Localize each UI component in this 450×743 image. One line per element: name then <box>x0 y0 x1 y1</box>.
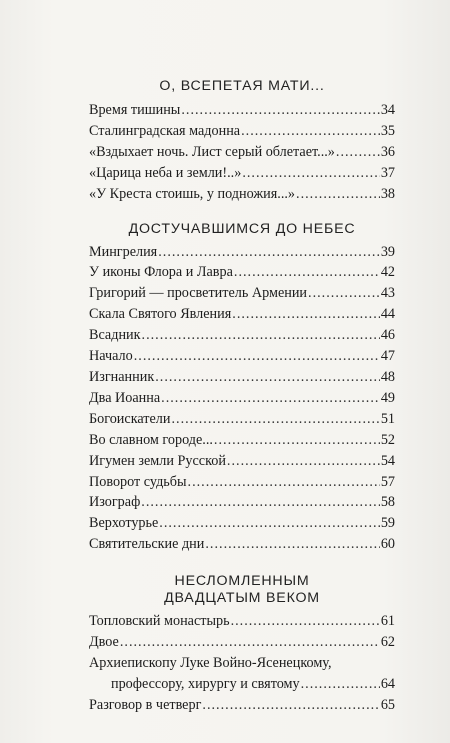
page-number: 54 <box>380 452 395 469</box>
leader-dots <box>241 121 380 142</box>
entry-title: Всадник <box>89 327 141 344</box>
toc-entry <box>89 611 395 632</box>
toc-entry <box>89 346 395 367</box>
page-number: 49 <box>380 389 395 406</box>
page-number: 44 <box>380 306 395 323</box>
leader-dots <box>141 492 380 513</box>
entry-title: У иконы Флора и Лавра <box>89 264 233 281</box>
leader-dots <box>161 388 380 409</box>
toc-entry <box>89 184 395 205</box>
toc-entry <box>89 142 395 163</box>
toc-entry <box>89 283 395 304</box>
leader-dots <box>301 674 380 695</box>
entry-title: Игумен земли Русской <box>89 452 226 469</box>
leader-dots <box>308 283 380 304</box>
entry-title: Мингрелия <box>89 243 158 260</box>
toc-entry <box>89 262 395 283</box>
leader-dots <box>242 163 379 184</box>
toc-entry <box>89 163 395 184</box>
entry-title: Архиепископу Луке Войно-Ясенецкому, <box>89 654 332 671</box>
leader-dots <box>232 304 380 325</box>
toc-list <box>89 242 395 556</box>
toc-entry <box>89 534 395 555</box>
entry-title: Скала Святого Явления <box>89 306 232 323</box>
leader-dots <box>142 325 380 346</box>
leader-dots <box>171 409 379 430</box>
leader-dots <box>134 346 380 367</box>
entry-title: Начало <box>89 348 133 365</box>
entry-title: Сталинградская мадонна <box>89 122 241 139</box>
entry-title: Двое <box>89 634 119 651</box>
toc-entry <box>89 367 395 388</box>
page-number: 52 <box>380 431 395 448</box>
page-number: 42 <box>380 264 395 281</box>
leader-dots <box>214 430 380 451</box>
page-number: 46 <box>380 327 395 344</box>
page-number: 34 <box>380 102 395 118</box>
page-number: 65 <box>380 696 395 713</box>
page-number: 59 <box>380 515 395 532</box>
leader-dots <box>205 534 379 555</box>
entry-title: Святительские дни <box>89 536 205 553</box>
toc-entry <box>89 451 395 472</box>
page-number: 57 <box>380 473 395 490</box>
leader-dots <box>234 262 380 283</box>
page-number: 36 <box>380 143 395 160</box>
entry-title: Во славном городе... <box>89 431 213 448</box>
leader-dots <box>336 142 380 163</box>
leader-dots <box>227 451 380 472</box>
table-of-contents <box>89 62 395 716</box>
entry-title: Два Иоанна <box>89 389 161 406</box>
entry-title: «Царица неба и земли!..» <box>89 164 242 181</box>
entry-title: Время тишины <box>89 102 181 118</box>
section-heading: О, ВСЕПЕТАЯ МАТИ... <box>159 78 325 94</box>
section-heading <box>89 573 395 607</box>
leader-dots <box>231 611 380 632</box>
toc-entry <box>89 304 395 325</box>
entry-title: Верхотурье <box>89 515 159 532</box>
toc-entry <box>89 632 395 653</box>
entry-title: Изограф <box>89 494 141 511</box>
leader-dots <box>120 632 380 653</box>
toc-entry <box>89 513 395 534</box>
page-number: 38 <box>380 185 395 202</box>
page-number: 48 <box>380 368 395 385</box>
page-number: 37 <box>380 164 395 181</box>
page-number: 62 <box>380 634 395 651</box>
toc-list <box>89 100 395 205</box>
toc-entry <box>89 242 395 263</box>
entry-title: «У Креста стоишь, у подножия...» <box>89 185 296 202</box>
leader-dots <box>202 695 379 716</box>
toc-entry <box>89 430 395 451</box>
section-heading: ДОСТУЧАВШИМСЯ ДО НЕБЕС <box>128 220 356 237</box>
entry-title: Григорий — просветитель Армении <box>89 285 308 302</box>
entry-title: Поворот судьбы <box>89 473 187 490</box>
toc-entry <box>89 325 395 346</box>
leader-dots <box>188 472 380 493</box>
toc-entry <box>89 409 395 430</box>
toc-entry <box>89 121 395 142</box>
entry-title-continuation <box>89 674 395 695</box>
section-heading-line: НЕСЛОМЛЕННЫМ <box>174 573 310 590</box>
entry-title-line: профессору, хирургу и святому <box>111 675 300 692</box>
page-number: 51 <box>380 410 395 427</box>
toc-entry <box>89 695 395 716</box>
leader-dots <box>159 513 380 534</box>
leader-dots <box>158 242 380 263</box>
page-number: 43 <box>380 285 395 302</box>
entry-title: Разговор в четверг <box>89 696 202 713</box>
page-number: 47 <box>380 348 395 365</box>
entry-title: «Вздыхает ночь. Лист серый облетает...» <box>89 143 335 160</box>
toc-entry <box>89 388 395 409</box>
leader-dots <box>155 367 380 388</box>
leader-dots <box>181 100 379 121</box>
entry-title: Топловский монастырь <box>89 613 230 630</box>
page-number: 61 <box>380 613 395 630</box>
entry-title: Изгнанник <box>89 368 155 385</box>
toc-list <box>89 611 395 716</box>
page-number: 39 <box>380 243 395 260</box>
toc-entry <box>89 653 395 695</box>
page-number: 58 <box>380 494 395 511</box>
toc-entry <box>89 492 395 513</box>
page-number: 35 <box>380 122 395 139</box>
toc-entry <box>89 472 395 493</box>
section-heading-line: ДВАДЦАТЫМ ВЕКОМ <box>164 590 320 607</box>
toc-entry <box>89 100 395 121</box>
page-number: 60 <box>380 536 395 553</box>
page-number: 64 <box>380 675 395 692</box>
entry-title: Богоискатели <box>89 410 171 427</box>
leader-dots <box>296 184 380 205</box>
